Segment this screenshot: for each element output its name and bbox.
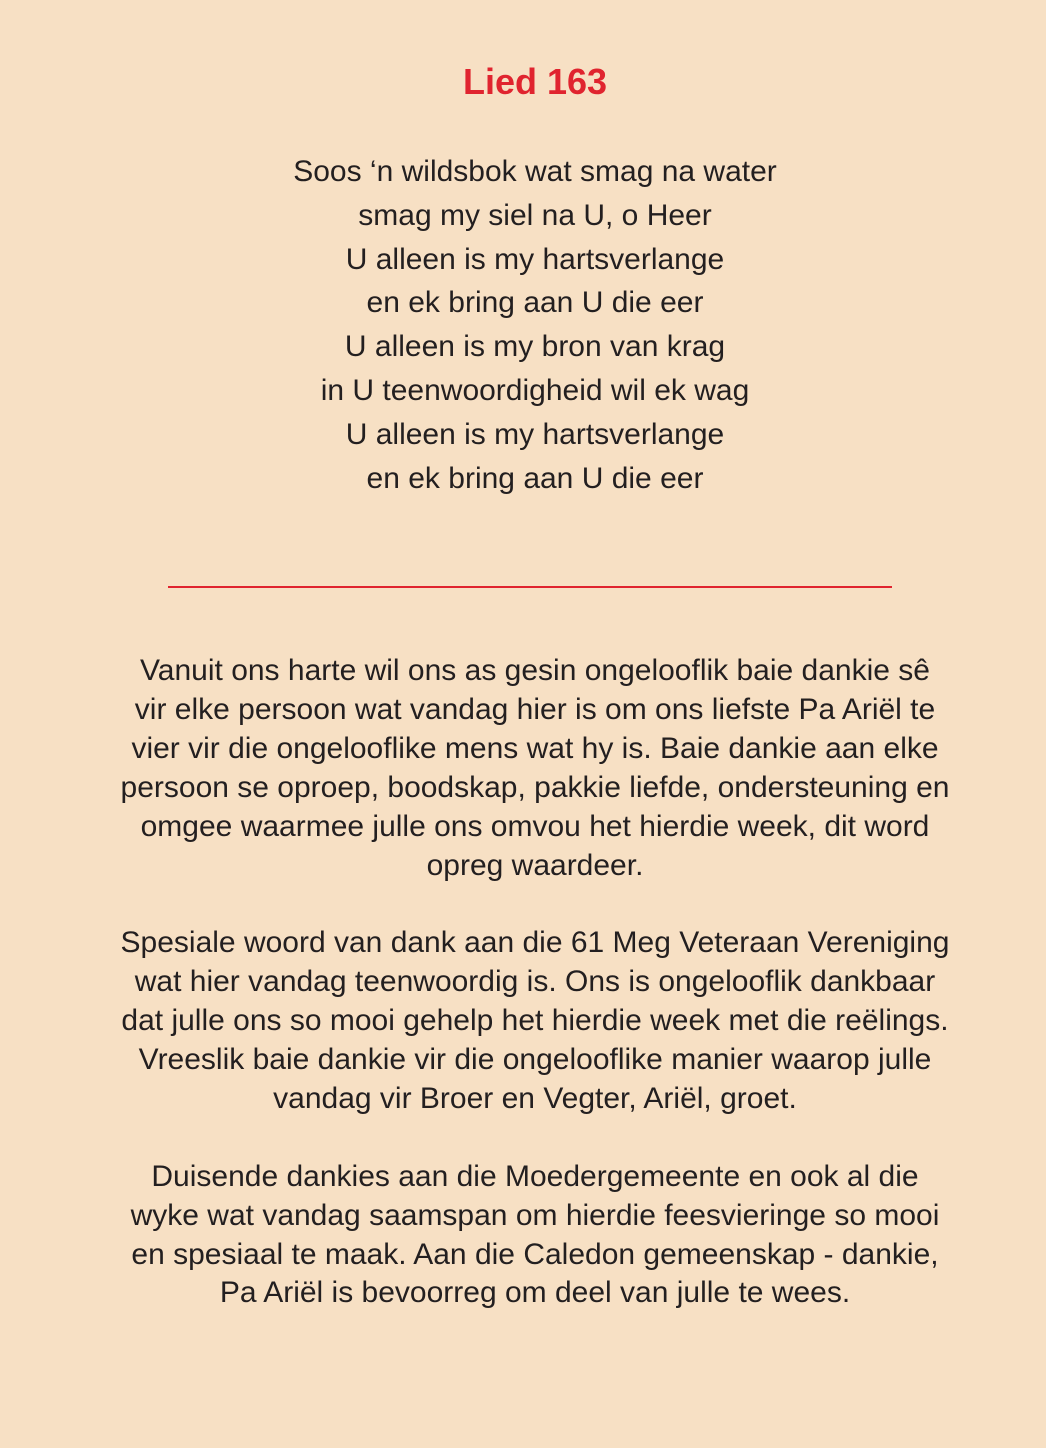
paragraph-line: Vanuit ons harte wil ons as gesin ongelooflik baie dankie sê [140,654,930,687]
paragraph-line: Vreeslik baie dankie vir die ongelooflike manier waarop julle [138,1043,932,1077]
paragraph-line: wyke wat vandag saamspan om hierdie feesvieringe so mooi [130,1198,940,1232]
lyric-line: U alleen is my hartsverlange [345,242,725,276]
thank-you-paragraph-congregation [80,1158,990,1314]
thank-you-message [80,652,990,1313]
lyric-line: en ek bring aan U die eer [366,286,704,320]
paragraph-line: vir elke persoon wat vandag hier is om ons liefste Pa Ariël te [134,692,936,726]
paragraph-line: en spesiaal te maak. Aan die Caledon gemeenskap - dankie, [131,1237,939,1271]
paragraph-line: opreg waardeer. [426,848,644,882]
paragraph-line: vier vir die ongelooflike mens wat hy is. Baie dankie aan elke [131,731,939,765]
lyric-line: en ek bring aan U die eer [366,461,704,495]
lyric-line: in U teenwoordigheid wil ek wag [320,373,750,407]
lyric-line: Soos ‘n wildsbok wat smag na water [293,155,777,188]
song-title: Lied 163 [462,61,608,102]
paragraph-line: Pa Ariël is bevoorreg om deel van julle te wees. [219,1276,851,1310]
lyric-line: U alleen is my bron van krag [344,330,726,364]
thank-you-paragraph-family [80,652,990,885]
lyric-line: U alleen is my hartsverlange [345,417,725,451]
paragraph-line: Spesiale woord van dank aan die 61 Meg Veteraan Vereniging [120,926,950,960]
paragraph-line: wat hier vandag teenwoordig is. Ons is ongelooflik dankbaar [134,965,936,999]
paragraph-line: Duisende dankies aan die Moedergemeente en ook al die [151,1159,919,1193]
lyric-line: smag my siel na U, o Heer [358,198,712,232]
paragraph-line: persoon se oproep, boodskap, pakkie liefde, ondersteuning en [120,770,950,804]
paragraph-line: vandag vir Broer en Vegter, Ariël, groet. [273,1081,797,1115]
section-divider [168,586,892,588]
thank-you-paragraph-veterans [80,924,990,1119]
paragraph-line: dat julle ons so mooi gehelp het hierdie week met die reëlings. [121,1004,949,1038]
song-lyrics [0,150,1046,500]
paragraph-line: omgee waarmee julle ons omvou het hierdie week, dit word [140,809,930,843]
